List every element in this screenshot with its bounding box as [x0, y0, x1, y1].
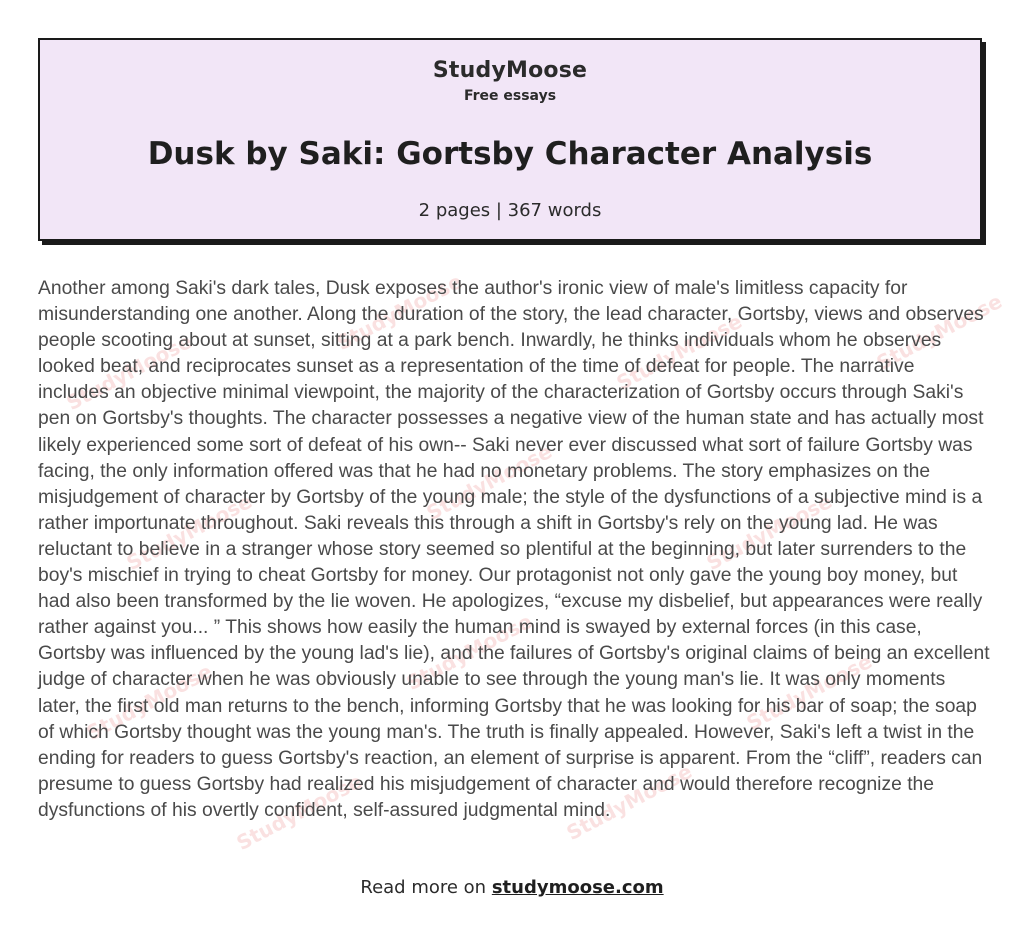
brand-logo[interactable]: StudyMoose [432, 58, 588, 83]
watermark: StudyMoose [232, 768, 366, 856]
read-more-prefix: Read more on [360, 877, 487, 898]
watermark: StudyMoose [742, 648, 876, 736]
essay-header-card [38, 38, 982, 241]
read-more [0, 877, 1024, 898]
watermark: StudyMoose [562, 758, 696, 846]
essay-body: Another among Saki's dark tales, Dusk exposes the author's ironic view of male's limitless capacity for misunderstanding one another. Along the duration of the story, the lead character, Gortsby, views and observes people scooting about at sunset, sitting at a park bench. Inwardly, he thinks individuals whom he observes looked beat, and reciprocates sunset as a representation of the time of defeat for people. The narrative includes an objective minimal viewpoint, the majority of the characterization of Gortsby occurs through Saki's pen on Gortsby's thoughts. The character possesses a negative view of the human state and has actually most likely experienced some sort of defeat of his own-- Saki never ever discussed what sort of failure Gortsby was facing, the only information offered was that he had no monetary problems. The story emphasizes on the misjudgement of character by Gortsby of the young male; the style of the dysfunctions of a subjective mind is a rather importunate throughout. Saki reveals this through a shift in Gortsby's rely on the young lad. He was reluctant to believe in a stranger whose story seemed so plentiful at the beginning, but later surrenders to the boy's mischief in trying to cheat Gortsby for money. Our protagonist not only gave the young boy money, but had also been transformed by the lie woven. He apologizes, “excuse my disbelief, but appearances were really rather against you... ” This shows how easily the human mind is swayed by external forces (in this case, Gortsby was influenced by the young lad's lie), and the failures of Gortsby's original claims of being an excellent judge of character when he was obviously unable to see through the young man's lie. It was only moments later, the first old man returns to the bench, informing Gortsby that he was looking for his bar of soap; the soap of which Gortsby thought was the young man's. The truth is finally appealed. However, Saki's left a twist in the ending for readers to guess Gortsby's reaction, an element of surprise is apparent. From the “cliff”, readers can presume to guess Gortsby had realized his misjudgement of character and would therefore recognize the dysfunctions of his overtly confident, self-assured judgmental mind. [38, 278, 990, 821]
watermark: StudyMoose [332, 268, 466, 356]
brand-tagline: Free essays [463, 88, 557, 104]
watermark: StudyMoose [422, 438, 556, 526]
studymoose-link[interactable]: studymoose.com [491, 877, 664, 898]
watermark: StudyMoose [702, 488, 836, 576]
watermark: StudyMoose [82, 658, 216, 746]
watermark: StudyMoose [402, 608, 536, 696]
watermark: StudyMoose [872, 288, 1006, 376]
watermark: StudyMoose [122, 488, 256, 576]
essay-meta: 2 pages | 367 words [418, 200, 602, 221]
watermark: StudyMoose [62, 328, 196, 416]
page-title: Dusk by Saki: Gortsby Character Analysis [147, 136, 873, 172]
watermark: StudyMoose [612, 308, 746, 396]
